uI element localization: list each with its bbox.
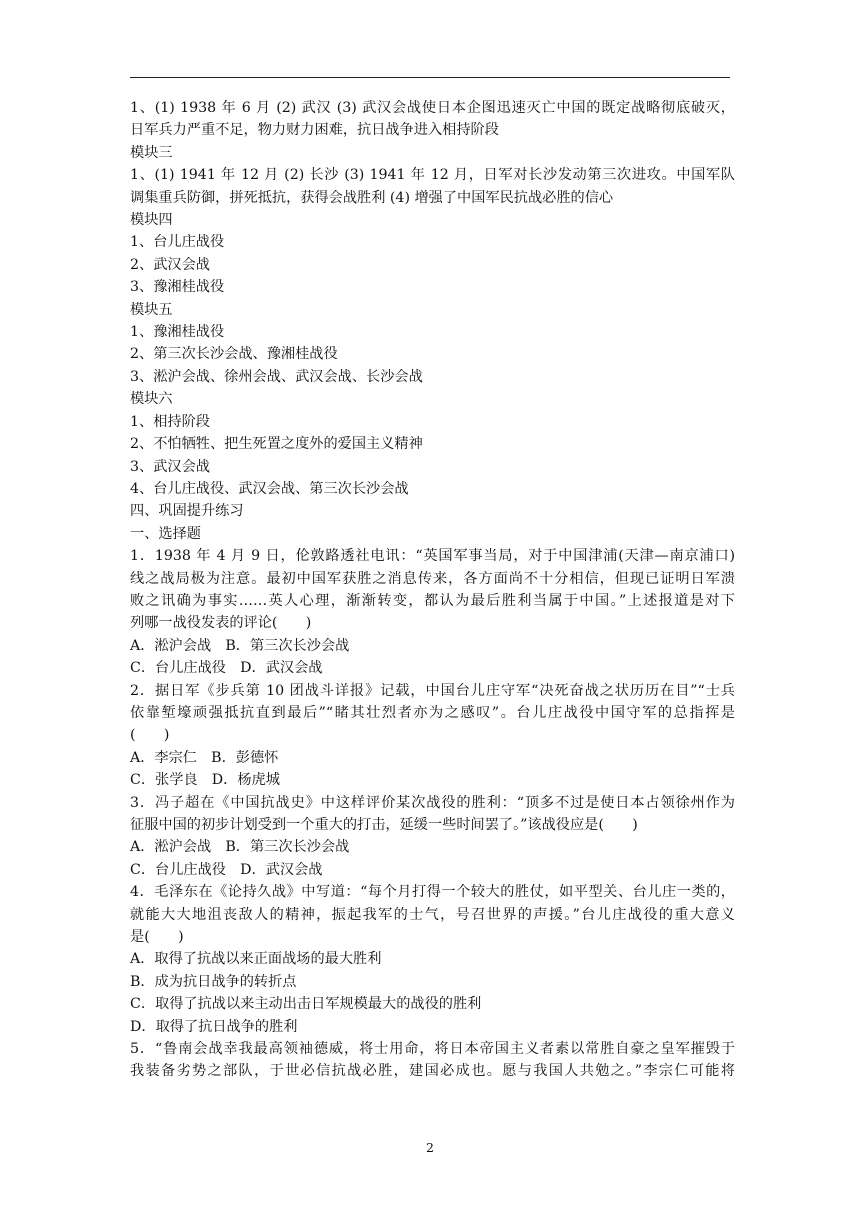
text-line: 征服中国的初步计划受到一个重大的打击，延缓一些时间罢了。”该战役应是( ) bbox=[130, 817, 638, 833]
text-line: 败之讯确为事实……英人心理，渐渐转变，都认为最后胜利当属于中国。”上述报道是对下 bbox=[130, 592, 735, 609]
text-line: 是( ) bbox=[130, 929, 184, 946]
text-line: 四、巩固提升练习 bbox=[130, 503, 244, 520]
text-line: 1、相持阶段 bbox=[130, 413, 210, 430]
text-line: 调集重兵防御，拼死抵抗，获得会战胜利 (4) 增强了中国军民抗战必胜的信心 bbox=[130, 189, 614, 206]
text-line: A．淞沪会战 B．第三次长沙会战 bbox=[130, 839, 350, 856]
text-line: 1．1938 年 4 月 9 日，伦敦路透社电讯：“英国军事当局，对于中国津浦(天津—南京浦口) bbox=[130, 548, 735, 565]
page-number: 2 bbox=[426, 1140, 434, 1155]
text-line: 2、第三次长沙会战、豫湘桂战役 bbox=[130, 346, 338, 363]
text-line: A．取得了抗战以来正面战场的最大胜利 bbox=[130, 951, 382, 968]
text-line: 2、武汉会战 bbox=[130, 256, 210, 273]
text-line: 1、(1) 1938 年 6 月 (2) 武汉 (3) 武汉会战使日本企图迅速灭亡中国的既定战略彻底破灭， bbox=[130, 100, 735, 116]
header-rule bbox=[130, 77, 730, 78]
text-line: B．成为抗日战争的转折点 bbox=[130, 973, 297, 990]
text-line: C．取得了抗战以来主动出击日军规模最大的战役的胜利 bbox=[130, 996, 482, 1013]
text-line: 线之战局极为注意。最初中国军获胜之消息传来，各方面尚不十分相信，但现已证明日军溃 bbox=[130, 570, 735, 587]
text-line: 2、不怕牺牲、把生死置之度外的爱国主义精神 bbox=[130, 436, 423, 453]
text-line: A．李宗仁 B．彭德怀 bbox=[130, 749, 279, 766]
text-line: 1、豫湘桂战役 bbox=[130, 324, 225, 341]
text-line: C．台儿庄战役 D．武汉会战 bbox=[130, 861, 323, 878]
text-line: 3．冯子超在《中国抗战史》中这样评价某次战役的胜利：“顶多不过是使日本占领徐州作为 bbox=[130, 794, 735, 811]
text-line: 2．据日军《步兵第 10 团战斗详报》记载，中国台儿庄守军“决死奋战之状历历在目”“士兵 bbox=[130, 682, 735, 699]
text-line: 模块五 bbox=[130, 301, 173, 318]
text-line: D．取得了抗日战争的胜利 bbox=[130, 1018, 298, 1035]
text-line: 模块四 bbox=[130, 212, 173, 229]
text-line: 5．“鲁南会战幸我最高领袖德威，将士用命，将日本帝国主义者素以常胜自豪之皇军摧毁于 bbox=[130, 1041, 735, 1058]
text-line: 3、豫湘桂战役 bbox=[130, 279, 225, 296]
text-line: 日军兵力严重不足，物力财力困难，抗日战争进入相持阶段 bbox=[130, 122, 499, 139]
text-line: 1、台儿庄战役 bbox=[130, 234, 225, 251]
text-line: 3、武汉会战 bbox=[130, 458, 210, 475]
text-line: 列哪一战役发表的评论( ) bbox=[130, 615, 312, 632]
text-line: 模块六 bbox=[130, 391, 173, 408]
text-line: 4．毛泽东在《论持久战》中写道：“每个月打得一个较大的胜仗，如平型关、台儿庄一类的， bbox=[130, 884, 735, 901]
text-line: 就能大大地沮丧敌人的精神，振起我军的士气，号召世界的声援。”台儿庄战役的重大意义 bbox=[130, 906, 735, 923]
text-line: 1、(1) 1941 年 12 月 (2) 长沙 (3) 1941 年 12 月，日军对长沙发动第三次进攻。中国军队 bbox=[130, 167, 735, 184]
text-line: A．淞沪会战 B．第三次长沙会战 bbox=[130, 637, 350, 654]
text-line: 我装备劣势之部队，于世必信抗战必胜，建国必成也。愿与我国人共勉之。”李宗仁可能将 bbox=[130, 1063, 735, 1080]
text-line: 一、选择题 bbox=[130, 525, 201, 542]
text-line: 3、淞沪会战、徐州会战、武汉会战、长沙会战 bbox=[130, 368, 423, 385]
text-line: ( ) bbox=[130, 727, 170, 744]
text-line: C．张学良 D．杨虎城 bbox=[130, 772, 280, 789]
text-line: 模块三 bbox=[130, 144, 173, 161]
document-body bbox=[130, 97, 735, 1083]
text-line: C．台儿庄战役 D．武汉会战 bbox=[130, 660, 323, 677]
text-line: 4、台儿庄战役、武汉会战、第三次长沙会战 bbox=[130, 480, 409, 497]
text-line: 依靠堑壕顽强抵抗直到最后”“睹其壮烈者亦为之感叹”。台儿庄战役中国守军的总指挥是 bbox=[130, 704, 735, 721]
